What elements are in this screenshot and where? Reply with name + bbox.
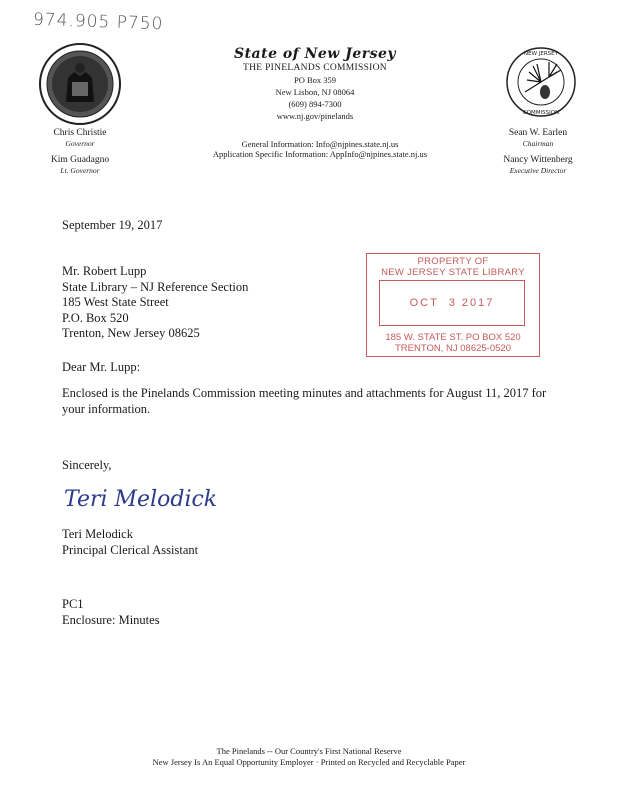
- lt-governor-name: Kim Guadagno: [50, 155, 110, 165]
- stamp-line-2: NEW JERSEY STATE LIBRARY: [381, 267, 525, 278]
- stamp-address-1: 185 W. STATE ST. PO BOX 520: [385, 332, 521, 343]
- po-box: PO Box 359: [293, 75, 337, 85]
- state-officials: [30, 128, 130, 182]
- recipient-line: P.O. Box 520: [62, 310, 129, 325]
- letter-date: September 19, 2017: [62, 218, 163, 232]
- governor-title: Governor: [65, 139, 95, 148]
- closing: Sincerely,: [62, 458, 112, 472]
- website: www.nj.gov/pinelands: [276, 111, 354, 121]
- application-info-email: Application Specific Information: AppInfo@njpines.state.nj.us: [212, 149, 428, 159]
- handwritten-call-number: 974.905 P750: [32, 9, 164, 35]
- library-received-stamp: [366, 253, 540, 357]
- letterhead: [200, 46, 430, 122]
- director-name: Nancy Wittenberg: [503, 155, 573, 165]
- chairman-name: Sean W. Earlen: [508, 128, 568, 138]
- governor-name: Chris Christie: [53, 128, 107, 138]
- general-info-email: General Information: Info@njpines.state.nj.us: [241, 139, 399, 149]
- commission-officials: [483, 128, 593, 182]
- page-footer: [0, 746, 618, 768]
- signer-title: Principal Clerical Assistant: [62, 542, 199, 557]
- city: New Lisbon, NJ 08064: [275, 87, 355, 97]
- commission-name: THE PINELANDS COMMISSION: [243, 63, 387, 73]
- svg-text:NEW JERSEY: NEW JERSEY: [523, 51, 559, 57]
- stamp-address-2: TRENTON, NJ 08625-0520: [395, 343, 511, 354]
- stamp-line-1: PROPERTY OF: [417, 256, 489, 267]
- nj-state-seal-icon: [38, 42, 122, 126]
- lt-governor-title: Lt. Governor: [60, 166, 100, 175]
- handwritten-signature: [62, 478, 222, 516]
- svg-text:COMMISSION: COMMISSION: [522, 110, 560, 116]
- letter-body: Enclosed is the Pinelands Commission meeting minutes and attachments for August 11, 2017 for your information.: [62, 386, 547, 416]
- typist-initials: PC1: [62, 597, 84, 611]
- stamp-date: OCT 3 2017: [409, 297, 495, 309]
- footer-line-1: The Pinelands -- Our Country's First National Reserve: [216, 746, 402, 756]
- phone: (609) 894-7300: [288, 99, 342, 109]
- contact-info: [195, 139, 445, 159]
- director-title: Executive Director: [509, 166, 567, 175]
- stamp-date-box: [379, 280, 525, 326]
- chairman-title: Chairman: [522, 139, 554, 148]
- salutation: Dear Mr. Lupp:: [62, 360, 141, 374]
- stamp-address: [367, 332, 539, 354]
- reference-block: [62, 597, 160, 628]
- recipient-line: Mr. Robert Lupp: [62, 264, 147, 278]
- pinelands-commission-seal-icon: [505, 46, 577, 118]
- enclosure-note: Enclosure: Minutes: [62, 612, 160, 627]
- signer-block: [62, 527, 198, 558]
- recipient-address: [62, 264, 248, 342]
- recipient-line: State Library – NJ Reference Section: [62, 279, 249, 294]
- footer-line-2: New Jersey Is An Equal Opportunity Employer · Printed on Recycled and Recyclable Paper: [152, 757, 466, 767]
- signer-name: Teri Melodick: [62, 527, 133, 541]
- signature-text: Teri Melodick: [64, 487, 218, 512]
- recipient-line: 185 West State Street: [62, 295, 169, 309]
- recipient-line: Trenton, New Jersey 08625: [62, 326, 200, 340]
- state-title: State of New Jersey: [233, 46, 397, 62]
